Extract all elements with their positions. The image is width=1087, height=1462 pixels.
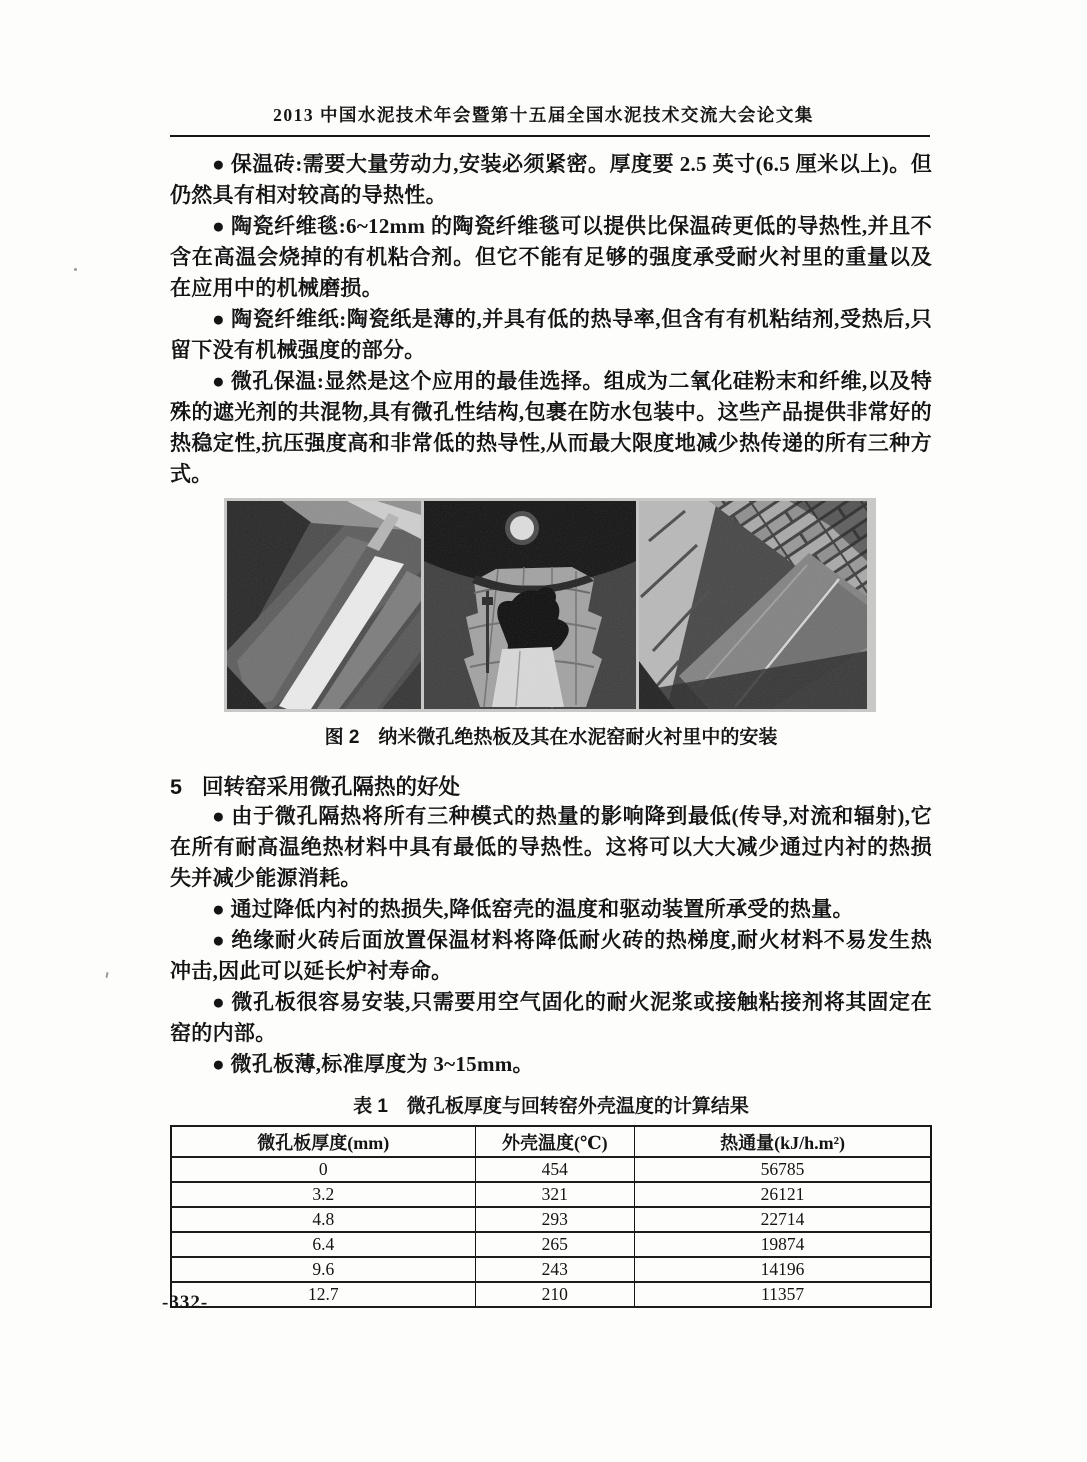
section-number: 5 [170, 775, 182, 799]
table-row [171, 1207, 931, 1232]
figure-caption: 图 2 纳米微孔绝热板及其在水泥窑耐火衬里中的安装 [324, 727, 778, 748]
cell-temperature: 293 [475, 1207, 635, 1232]
table-row [171, 1282, 931, 1307]
cell-temperature: 265 [475, 1232, 635, 1257]
results-table [170, 1125, 932, 1308]
table-header-row [171, 1126, 931, 1157]
cell-thickness: 3.2 [171, 1182, 475, 1207]
col-header-heat-flux: 热通量(kJ/h.m²) [635, 1126, 931, 1157]
benefit-bullet-thermal-gradient: ● 绝缘耐火砖后面放置保温材料将降低耐火砖的热梯度,耐火材料不易发生热冲击,因此可以延长炉衬寿命。 [170, 928, 932, 983]
photo-microporous-insulation-panels [227, 501, 421, 709]
benefit-bullet-easy-install: ● 微孔板很容易安装,只需要用空气固化的耐火泥浆或接触粘接剂将其固定在窑的内部。 [170, 990, 932, 1045]
cell-temperature: 321 [475, 1182, 635, 1207]
benefit-bullet-heat-modes: ● 由于微孔隔热将所有三种模式的热量的影响降到最低(传导,对流和辐射),它在所有耐高温绝热材料中具有最低的导热性。这将可以大大减少通过内衬的热损失并减少能源消耗。 [170, 804, 932, 890]
table-row [171, 1157, 931, 1182]
benefit-bullet-thickness: ● 微孔板薄,标准厚度为 3~15mm。 [212, 1052, 534, 1076]
cell-heat-flux: 22714 [635, 1207, 931, 1232]
scan-speck [74, 268, 77, 271]
cell-thickness: 6.4 [171, 1232, 475, 1257]
page-number: -332- [162, 1292, 209, 1313]
header-rule [170, 135, 930, 137]
cell-thickness: 12.7 [171, 1282, 475, 1307]
col-header-shell-temperature: 外壳温度(℃) [475, 1126, 635, 1157]
cell-heat-flux: 14196 [635, 1257, 931, 1282]
table-row [171, 1232, 931, 1257]
page-header: 2013 中国水泥技术年会暨第十五届全国水泥技术交流大会论文集 [273, 105, 814, 125]
cell-heat-flux: 19874 [635, 1232, 931, 1257]
cell-heat-flux: 56785 [635, 1157, 931, 1182]
figure-photo-strip [224, 498, 876, 712]
page-content [170, 149, 932, 1308]
paragraph-insulating-brick: ● 保温砖:需要大量劳动力,安装必须紧密。厚度要 2.5 英寸(6.5 厘米以上)。但仍然具有相对较高的导热性。 [170, 152, 932, 207]
cell-heat-flux: 11357 [635, 1282, 931, 1307]
cell-temperature: 210 [475, 1282, 635, 1307]
paragraph-microporous-insulation: ● 微孔保温:显然是这个应用的最佳选择。组成为二氧化硅粉末和纤维,以及特殊的遮光剂的共混物,具有微孔性结构,包裹在防水包装中。这些产品提供非常好的热稳定性,抗压强度高和非常低的热导性,从而最大限度地减少热传递的所有三种方式。 [170, 369, 932, 486]
paragraph-ceramic-fiber-blanket: ● 陶瓷纤维毯:6~12mm 的陶瓷纤维毯可以提供比保温砖更低的导热性,并且不含在高温会烧掉的有机粘合剂。但它不能有足够的强度承受耐火衬里的重量以及在应用中的机械磨损。 [170, 214, 932, 300]
table-row [171, 1182, 931, 1207]
photo-brick-lining-panels [639, 501, 867, 709]
cell-thickness: 4.8 [171, 1207, 475, 1232]
section-heading [170, 770, 932, 801]
col-header-panel-thickness: 微孔板厚度(mm) [171, 1126, 475, 1157]
cell-thickness: 0 [171, 1157, 475, 1182]
paragraph-ceramic-fiber-paper: ● 陶瓷纤维纸:陶瓷纸是薄的,并具有低的热导率,但含有有机粘结剂,受热后,只留下没有机械强度的部分。 [170, 307, 932, 362]
table-caption: 表 1 微孔板厚度与回转窑外壳温度的计算结果 [353, 1096, 749, 1117]
photo-kiln-interior-installation [424, 501, 636, 709]
scan-speck [105, 972, 108, 978]
section-title: 回转窑采用微孔隔热的好处 [201, 775, 460, 799]
cell-thickness: 9.6 [171, 1257, 475, 1282]
table-row [171, 1257, 931, 1282]
cell-heat-flux: 26121 [635, 1182, 931, 1207]
benefit-bullet-shell-temperature: ● 通过降低内衬的热损失,降低窑壳的温度和驱动装置所承受的热量。 [212, 897, 854, 921]
cell-temperature: 243 [475, 1257, 635, 1282]
cell-temperature: 454 [475, 1157, 635, 1182]
